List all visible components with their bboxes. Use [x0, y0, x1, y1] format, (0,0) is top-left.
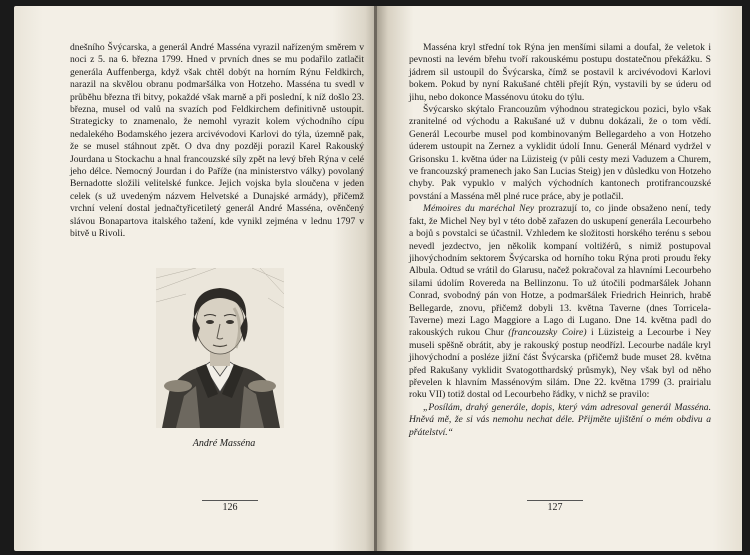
right-paragraph-3 [409, 203, 711, 402]
right-page-number: 127 [547, 502, 563, 513]
right-paragraph-2: Švýcarsko skýtalo Francouzům výhodnou strategickou pozici, bylo však zranitelné od východu a Rakušané už v dubnu dokázali, že o tom vědí. Generál Lecourbe musel pod kombinovaným Bellegardeho a von Hotzeho úderem ustoupit na Zernez a vyklidit údolí Innu. Generál Ménard vydržel v Grisonsku 1. května úder na Lüzisteig (v půli cesty mezi Vaduzem a Churem, ve francouzský pramenech jako San Lucias Steig) jen v důsledku von Hotzeho chyby. Pak vypuklo v malých východních kantonech protifrancouzské povstání a Masséna měl plné ruce práce, aby je potlačil. [409, 104, 711, 202]
letter-quote: „Posílám, drahý generále, dopis, který vám adresoval generál Masséna. Hněvá mě, že si vás nemohu nechat déle. Přijměte ujištění o mém obdivu a přátelství.“ [409, 401, 711, 438]
portrait-engraving [156, 268, 284, 428]
italic-source-title: Mémoires du maréchal Ney [423, 203, 535, 215]
left-paragraph: dnešního Švýcarska, a generál André Masséna vyrazil nařízeným směrem v noci z 5. na 6. března 1799. Hned v prvních dnes se mu podařilo zatlačit generála Auffenberga, když však chtěl dobýt na horním Rýnu Feldkirch, narazil na skvělou obranu podmaršálka von Hotzeho. Masséna tu svedl v průběhu března tři bitvy, pokaždé však marně a při poslední, k níž došlo 23. března, musel od valů na svazích pod Feldkirchem definitivně ustoupit. Strategicky to znamenalo, že nemohl vyrazit kolem východního cípu nedalekého Bodamského jezera arcivévodovi Karlovi do týla, územně pak, že se musel stáhnout zpět. O dva dny později porazil Karel Rakouský Jourdana u Stockachu a hnal francouzské síly zpět na levý břeh Rýna v celé jeho délce. Nemocný Jourdan i do Paříže (na ministerstvo války) povolaný Bernadotte složili velitelské funkce. Jejich vojska byla sloučena v jeden celek (s už uvedeným názvem Helvetské a Dunajské armády), přičemž vrchní velení dostal jednačtyřicetiletý generál André Masséna, ověnčený slávou Bonapartova italského tažení, kde vynikl zejména v lednu 1797 v bitvě u Rivoli. [70, 42, 364, 240]
left-page [14, 6, 376, 551]
left-page-text [70, 42, 364, 241]
left-page-number: 126 [222, 502, 238, 513]
page-number-rule [527, 500, 583, 501]
right-paragraph-1: Masséna kryl střední tok Rýna jen menšími silami a doufal, že veletok i pevnosti na levém břehu tvoří rakouskému postupu dostatečnou překážku. S jádrem sil ustoupil do Švýcarska, čímž se postavil k arcivévodovi Karlovi bokem. Pokud by nyní Rakušané chtěli přejít Rýn, vystavili by se úderu od jihu, nebo dokonce Massénovu útoku do týlu. [409, 42, 711, 103]
right-page [377, 6, 742, 551]
portrait-illustration [156, 268, 284, 428]
right-paragraph-3-body: prozrazují to, co jinde obsaženo není, tedy fakt, že Michel Ney byl v této době zařazen do uskupení generála Lecourbeho a bojů s povstalci se účastnil. Vzhledem ke složitosti horského terénu s sebou nevedl jezdectvo, jen několik kompaní voltižérů, s nimiž postupoval jihovýchodním sektorem Švýcarska od horního toku Rýna proti proudu řeky Albula. Odtud se vrátil do Glarusu, načež pokračoval za hlavními Lecourbeho silami údolím Rovereda na Bellinzonu. To už útočili podmaršálek Johann Conrad, svobodný pán von Hotze, a podmaršálek Friedrich Heinrich, hrabě Bellegarde, znovu, přičemž dobyli 13. května Taverne (dnes Torricela-Taverne) mezi Lago Maggiore a Lago di Lugano. Dne 14. května padl do rakouských rukou Chur [409, 203, 711, 339]
book-spread [14, 6, 742, 551]
portrait-caption: André Masséna [192, 438, 256, 449]
right-paragraph-3-end: i Lüzisteig a Lecourbe i Ney museli spěšně obrátit, aby je rakouský postup neodřízl. Lecourbe nadále kryl jihovýchodní a posléze jižní část Švýcarska (přičemž bude muset 28. května před Rakušany vyklidit Svatogotthardský průsmyk), Ney však byl od něho převelen k hlavním Massénovým silám. Dne 22. května 1799 (3. prairialu roku VII) totiž dostal od Lecourbeho řádky, v nichž se pravilo: [409, 327, 711, 401]
right-page-text [409, 42, 711, 439]
italic-place-note: (francouzsky Coire) [508, 327, 587, 339]
page-number-rule [202, 500, 258, 501]
